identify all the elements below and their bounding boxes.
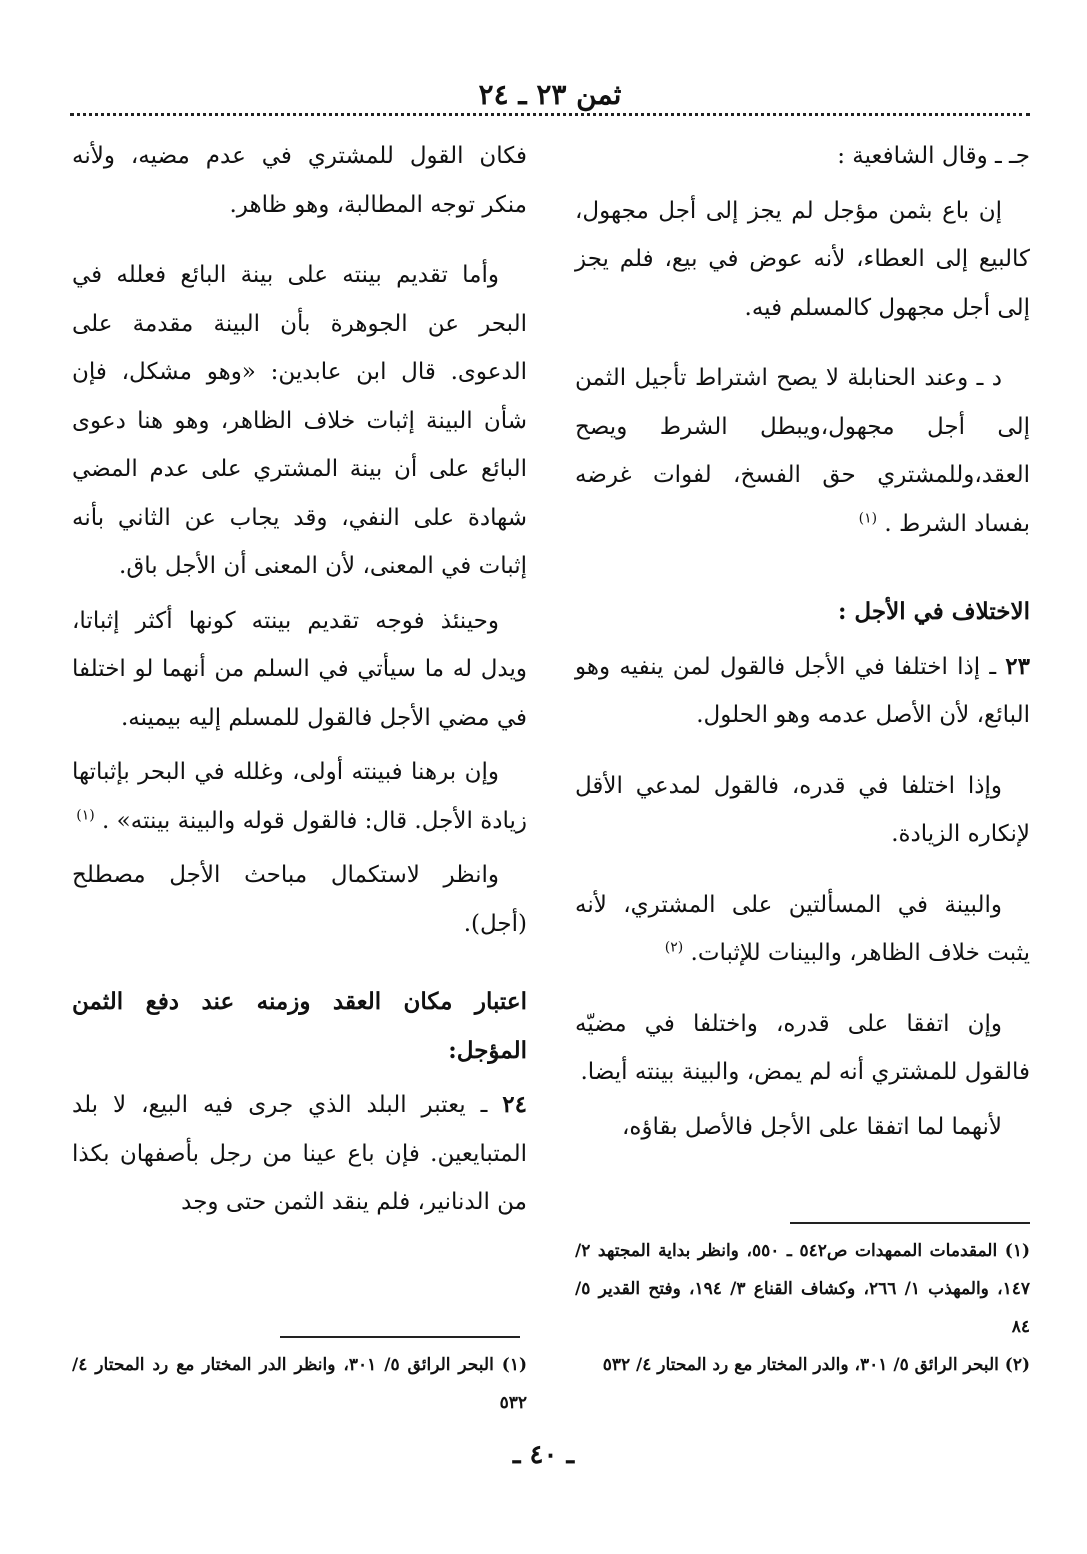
paragraph: إن باع بثمن مؤجل لم يجز إلى أجل مجهول، كالبيع إلى العطاء، لأنه عوض في بيع، فلم يجز إلى أجل مجهول كالمسلم فيه. [575, 197, 1030, 321]
paragraph: ٢٣ ـ إذا اختلفا في الأجل فالقول لمن ينفيه وهو البائع، لأن الأصل عدمه وهو الحلول. [575, 652, 1031, 728]
paragraph: لأنهما لما اتفقا على الأجل فالأصل بقاؤه، [621, 1113, 1002, 1140]
footnote-rule [280, 1336, 520, 1338]
footnote: (٢) البحر الرائق ٥/ ٣٠١، والدر المختار مع رد المحتار ٤/ ٥٣٢ [602, 1355, 1030, 1375]
footnote-ref: (١) [858, 509, 878, 526]
page-number: ـ ٤٠ ـ [512, 1440, 575, 1470]
paragraph: وانظر لاستكمال مباحث الأجل مصطلح (أجل). [72, 862, 527, 937]
footnote: (١) البحر الرائق ٥/ ٣٠١، وانظر الدر المختار مع رد المحتار ٤/ ٥٣٢ [72, 1355, 527, 1413]
section-heading: اعتبار مكان العقد وزمنه عند دفع الثمن المؤجل: [72, 988, 527, 1064]
footnote-ref: (٢) [664, 939, 684, 956]
paragraph: وإن برهنا فبينته أولى، وغلله في البحر بإثباتها زيادة الأجل. قال: فالقول قوله والبينة بينته» . $^{(١)}$ [72, 759, 527, 834]
footnote-rule [790, 1222, 1030, 1224]
footnotes-left [72, 1346, 527, 1422]
paragraph: وحينئذ فوجه تقديم بينته كونها أكثر إثباتا، ويدل له ما سيأتي في السلم من أنهما لو اختلفا في مضي الأجل فالقول للمسلم إليه بيمينه. [72, 607, 527, 731]
paragraph: وإذا اختلفا في قدره، فالقول لمدعي الأقل لإنكاره الزيادة. [575, 772, 1030, 847]
header-dotted-rule [70, 113, 1030, 116]
paragraph: والبينة في المسألتين على المشتري، لأنه يثبت خلاف الظاهر، والبينات للإثبات. $^{(٢)}$ [575, 891, 1030, 966]
section-heading: الاختلاف في الأجل : [837, 598, 1030, 625]
paragraph: فكان القول للمشتري في عدم مضيه، ولأنه منكر توجه المطالبة، وهو ظاهر. [72, 143, 527, 218]
paragraph: وإن اتفقا على قدره، واختلفا في مضيّه فالقول للمشتري أنه لم يمض، والبينة بينته أيضا. [575, 1010, 1030, 1085]
section-number: ٢٣ [1005, 652, 1031, 680]
paragraph: د ـ وعند الحنابلة لا يصح اشتراط تأجيل الثمن إلى أجل مجهول،ويبطل الشرط ويصح العقد،وللمشتري حق الفسخ، لفوات غرضه بفساد الشرط . $^{(١)}$ [575, 365, 1030, 537]
right-column [575, 132, 1030, 1157]
paragraph: جـ ـ وقال الشافعية : [837, 143, 1030, 169]
paragraph: وأما تقديم بينته على بينة البائع فعلله في البحر عن الجوهرة بأن البينة مقدمة على الدعوى. قال ابن عابدين: «وهو مشكل، فإن شأن البينة إثبات خلاف الظاهر، وهو هنا دعوى البائع على أن بينة المشتري على عدم المضي شهادة على النفي، وقد يجاب عن الثاني بأنه إثبات في المعنى، لأن المعنى أن الأجل باق. [72, 262, 527, 579]
left-column [72, 132, 527, 1233]
page-header: ثمن ٢٣ ـ ٢٤ [478, 78, 622, 111]
section-number: ٢٤ [502, 1091, 528, 1118]
footnotes-right [575, 1232, 1030, 1384]
paragraph: ٢٤ ـ يعتبر البلد الذي جرى فيه البيع، لا بلد المتبايعين. فإن باع عينا من رجل بأصفهان بكذا من الدنانير، فلم ينقد الثمن حتى وجد [72, 1091, 528, 1215]
footnote: (١) المقدمات الممهدات ص٥٤٢ ـ ٥٥٠، وانظر بداية المجتهد ٢/ ١٤٧، والمهذب ١/ ٢٦٦، وكشاف القناع ٣/ ١٩٤، وفتح القدير ٥/ ٨٤ [575, 1241, 1031, 1337]
footnote-ref: (١) [76, 806, 95, 823]
